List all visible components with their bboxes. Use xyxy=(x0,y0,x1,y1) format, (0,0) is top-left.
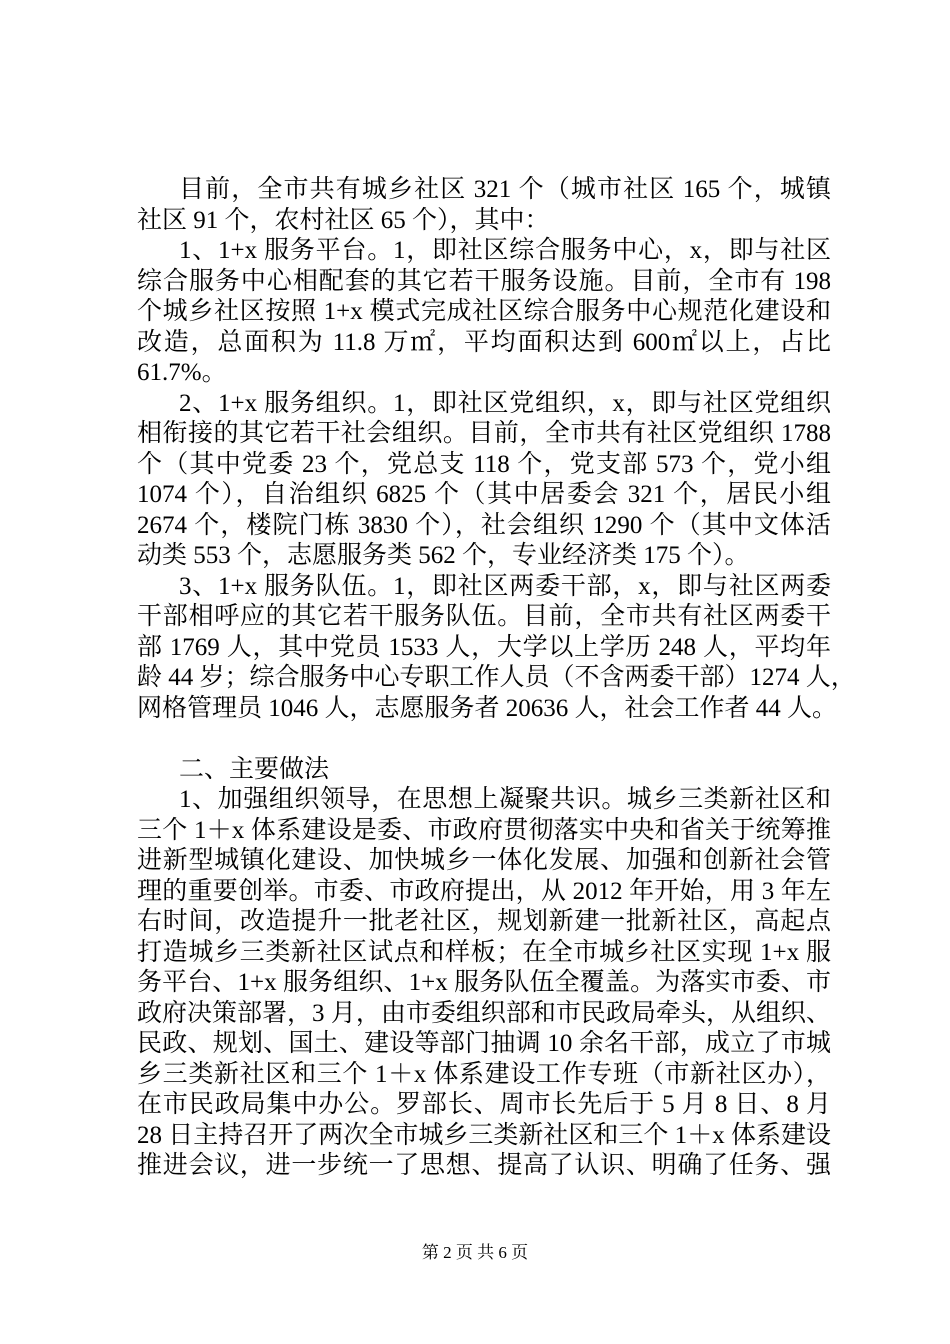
paragraph-line: 综合服务中心相配套的其它若干服务设施。目前，全市有 198 xyxy=(137,267,831,295)
paragraph-line: 动类 553 个，志愿服务类 562 个，专业经济类 175 个）。 xyxy=(137,542,750,569)
paragraph-4 xyxy=(137,572,856,725)
paragraph-5 xyxy=(137,785,831,1182)
paragraph-line: 改造，总面积为 11.8 万㎡，平均面积达到 600㎡以上，占比 xyxy=(137,328,831,356)
paragraph-line: 政府决策部署，3 月，由市委组织部和市民政局牵头，从组织、 xyxy=(137,999,831,1027)
paragraph-line: 部 1769 人，其中党员 1533 人，大学以上学历 248 人，平均年 xyxy=(137,633,831,661)
paragraph-line: 2674 个，楼院门栋 3830 个），社会组织 1290 个（其中文体活 xyxy=(137,511,831,539)
blank-line xyxy=(137,724,831,755)
paragraph-line: 1、1+x 服务平台。1，即社区综合服务中心，x，即与社区 xyxy=(179,237,831,264)
paragraph-line: 理的重要创举。市委、市政府提出，从 2012 年开始，用 3 年左 xyxy=(137,877,831,905)
paragraph-line: 打造城乡三类新社区试点和样板；在全市城乡社区实现 1+x 服 xyxy=(137,938,831,966)
paragraph-line: 民政、规划、国土、建设等部门抽调 10 余名干部，成立了市城 xyxy=(137,1030,831,1057)
paragraph-2 xyxy=(137,236,831,389)
document-body xyxy=(137,175,856,1182)
paragraph-line: 61.7%。 xyxy=(137,359,227,386)
paragraph-line: 2、1+x 服务组织。1，即社区党组织，x，即与社区党组织 xyxy=(179,389,831,417)
section-heading: 二、主要做法 xyxy=(179,755,330,783)
paragraph-3 xyxy=(137,389,831,572)
paragraph-line: 推进会议，进一步统一了思想、提高了认识、明确了任务、强 xyxy=(137,1152,831,1179)
paragraph-line: 进新型城镇化建设、加快城乡一体化发展、加强和创新社会管 xyxy=(137,847,831,874)
paragraph-line: 个城乡社区按照 1+x 模式完成社区综合服务中心规范化建设和 xyxy=(137,298,831,325)
paragraph-line: 右时间，改造提升一批老社区，规划新建一批新社区，高起点 xyxy=(137,908,831,935)
paragraph-line: 3、1+x 服务队伍。1，即社区两委干部，x，即与社区两委 xyxy=(179,572,831,600)
paragraph-line: 1074 个），自治组织 6825 个（其中居委会 321 个，居民小组 xyxy=(137,481,831,508)
paragraph-line: 在市民政局集中办公。罗部长、周市长先后于 5 月 8 日、8 月 xyxy=(137,1091,831,1118)
paragraph-line: 三个 1＋x 体系建设是委、市政府贯彻落实中央和省关于统筹推 xyxy=(137,816,831,844)
paragraph-line: 目前，全市共有城乡社区 321 个（城市社区 165 个，城镇 xyxy=(179,176,831,203)
paragraph-line: 乡三类新社区和三个 1＋x 体系建设工作专班（市新社区办）， xyxy=(137,1060,831,1088)
paragraph-line: 干部相呼应的其它若干服务队伍。目前，全市共有社区两委干 xyxy=(137,603,831,630)
paragraph-line: 相衔接的其它若干社会组织。目前，全市共有社区党组织 1788 xyxy=(137,420,831,447)
paragraph-line: 务平台、1+x 服务组织、1+x 服务队伍全覆盖。为落实市委、市 xyxy=(137,969,831,996)
paragraph-line: 28 日主持召开了两次全市城乡三类新社区和三个 1＋x 体系建设 xyxy=(137,1121,831,1149)
paragraph-line: 个（其中党委 23 个，党总支 118 个，党支部 573 个，党小组 xyxy=(137,450,831,478)
paragraph-line: 龄 44 岁；综合服务中心专职工作人员（不含两委干部）1274 人， xyxy=(137,664,856,691)
paragraph-line: 社区 91 个，农村社区 65 个），其中： xyxy=(137,206,550,234)
paragraph-1 xyxy=(137,175,831,236)
paragraph-line: 网格管理员 1046 人，志愿服务者 20636 人，社会工作者 44 人。 xyxy=(137,694,838,722)
paragraph-line: 1、加强组织领导，在思想上凝聚共识。城乡三类新社区和 xyxy=(179,786,831,813)
page-footer: 第 2 页 共 6 页 xyxy=(421,1243,529,1262)
